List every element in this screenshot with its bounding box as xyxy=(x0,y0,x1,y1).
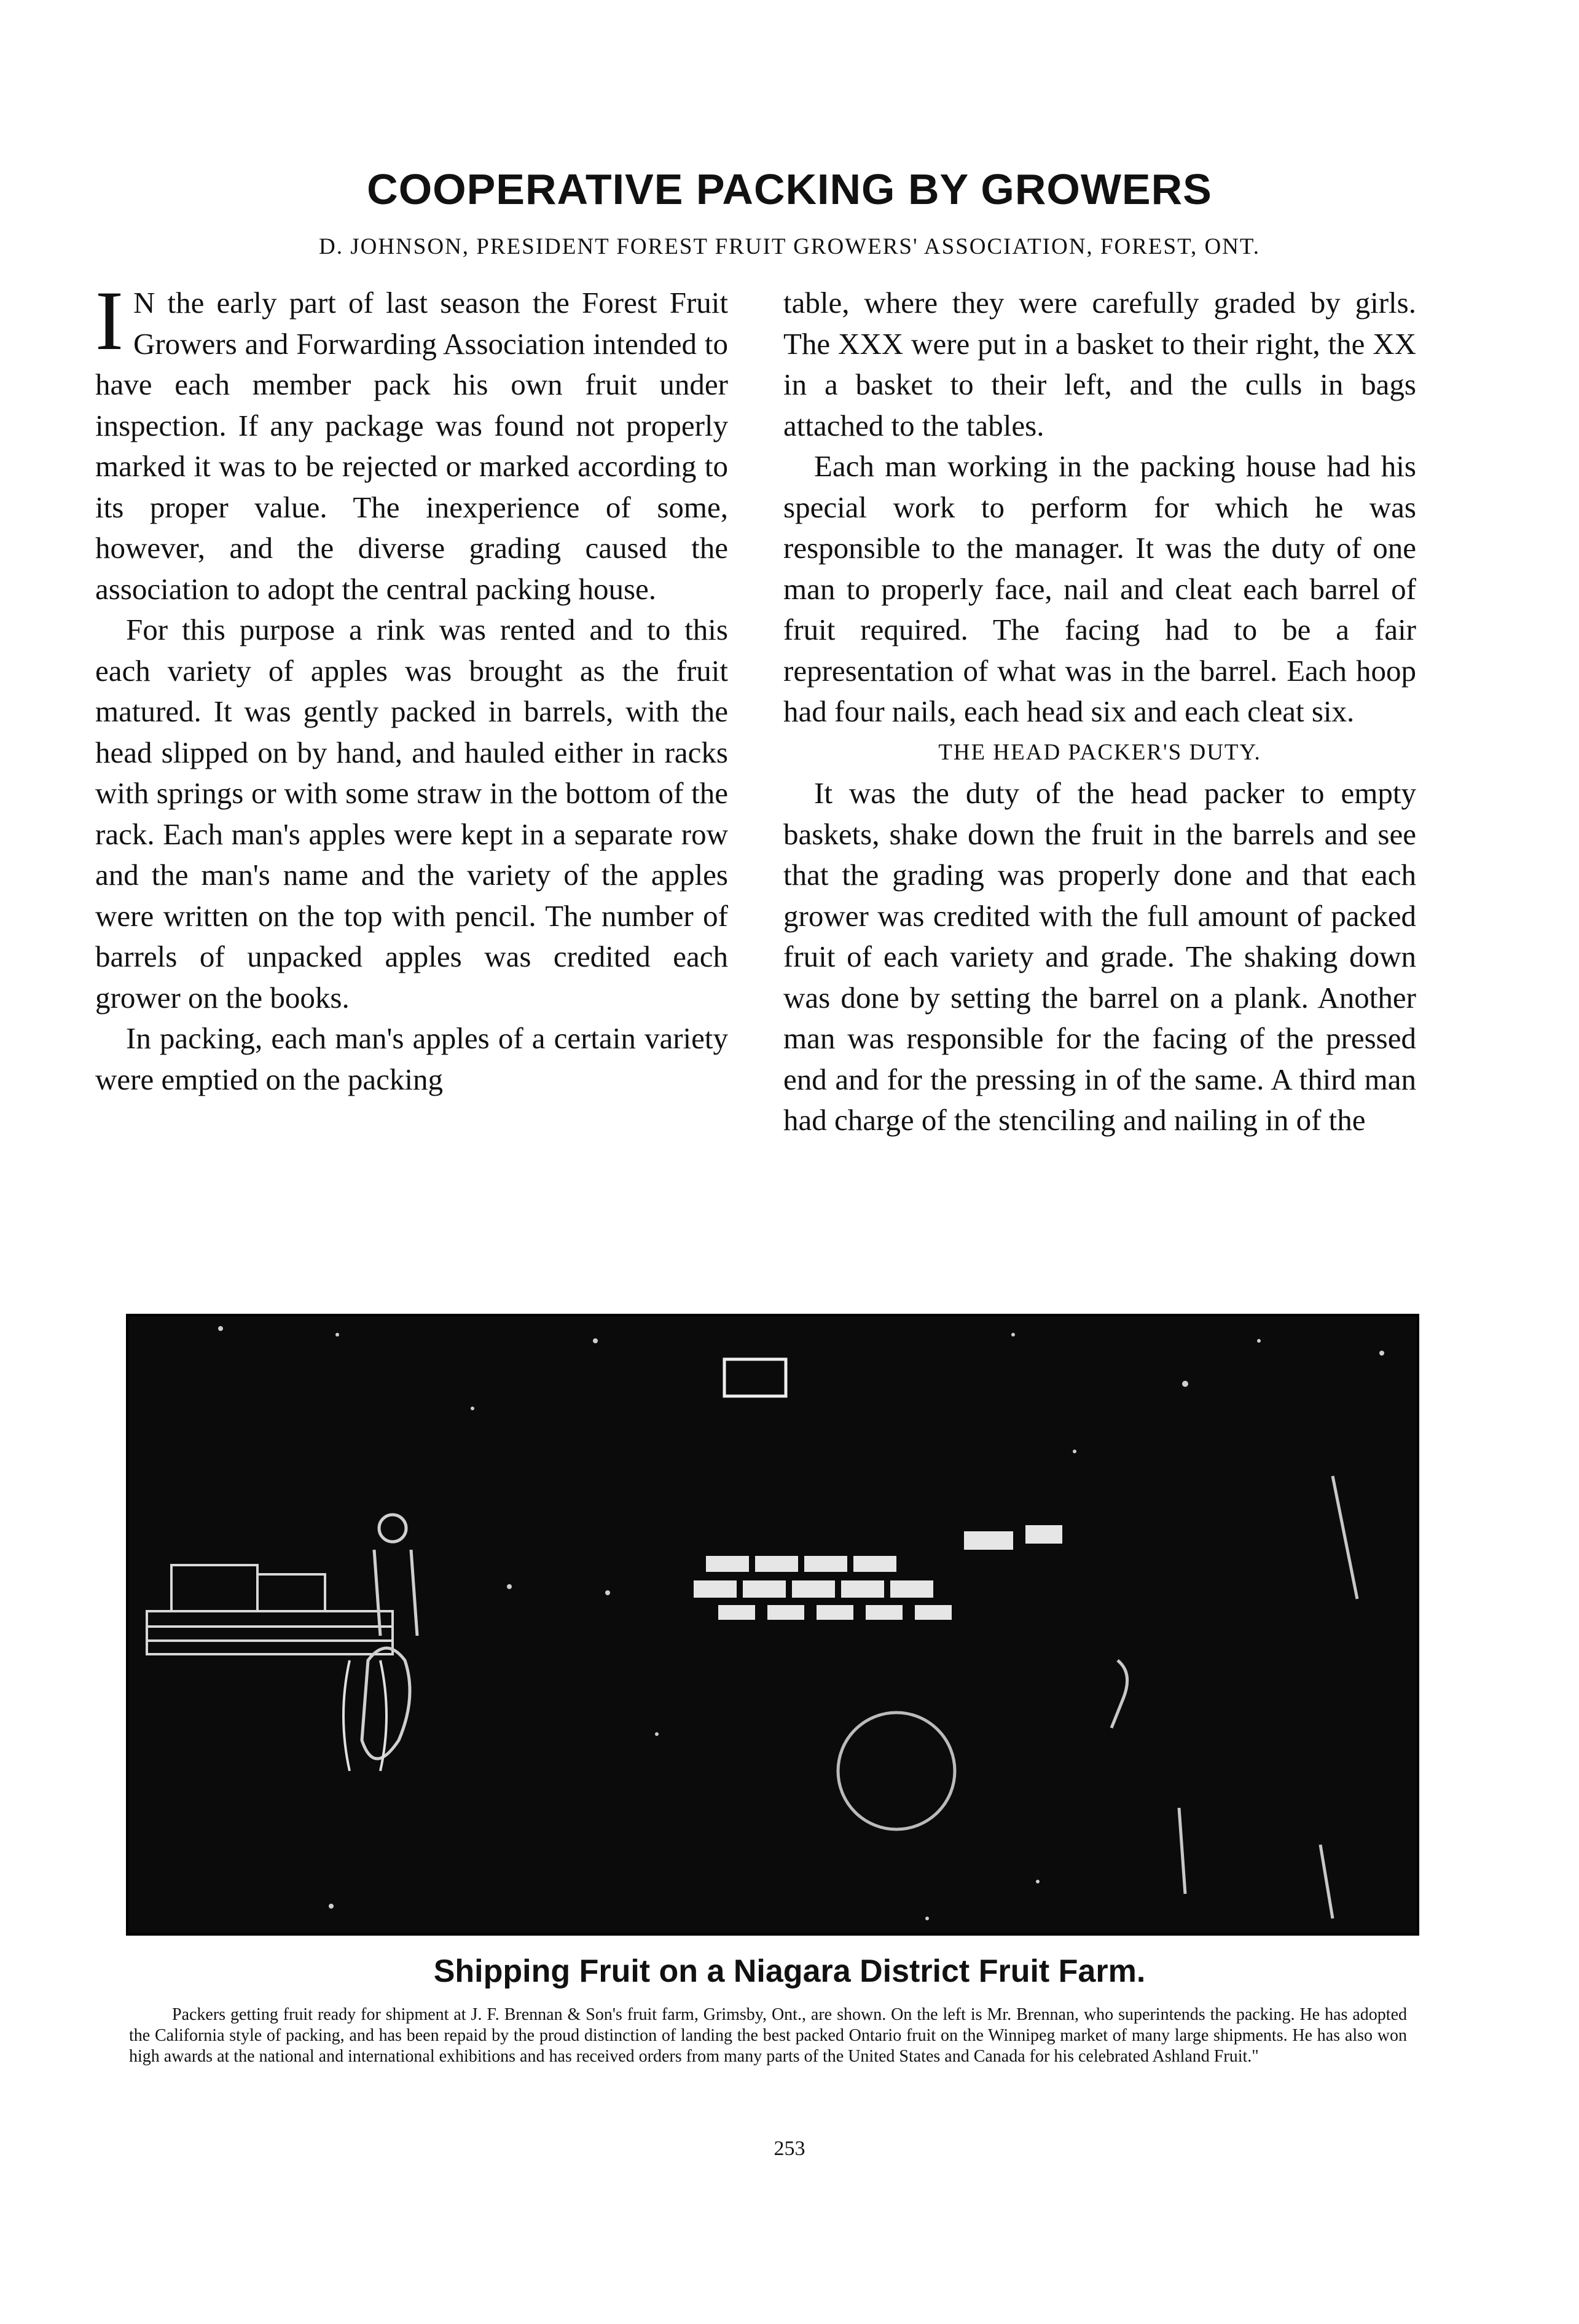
caption-paragraph: Packers getting fruit ready for shipment at J. F. Brennan & Son's fruit farm, Grimsby, Ont., are shown. On the left is Mr. Brennan, who superintends the packing. He has adopted the California style of packing, and has been repaid by the proud distinction of landing the best packed Ontario fruit on the Winnipeg market of many large shipments. He has also won high awards at the national and international exhibitions and has received orders from many parts of the United States and Canada for his celebrated Ashland Fruit." xyxy=(129,2005,1407,2066)
packing-house-photo xyxy=(126,1314,1419,1936)
drop-cap: I xyxy=(95,273,123,367)
article-title: COOPERATIVE PACKING BY GROWERS xyxy=(367,165,1212,213)
left-column xyxy=(95,273,728,1100)
figure-caption-text xyxy=(129,2004,1407,2067)
paragraph: In packing, each man's apples of a certain variety were emptied on the packing xyxy=(95,1021,728,1096)
page-number: 253 xyxy=(774,2137,805,2160)
article-byline: D. JOHNSON, PRESIDENT FOREST FRUIT GROWERS' ASSOCIATION, FOREST, ONT. xyxy=(318,234,1260,259)
paragraph: For this purpose a rink was rented and to this each variety of apples was brought as the fruit matured. It was gently packed in barrels, with the head slipped on by hand, and hauled either in racks with springs or with some straw in the bottom of the rack. Each man's apples were kept in a separate row and the man's name and the variety of the apples were written on the top with pencil. The number of barrels of unpacked apples was credited each grower on the books. xyxy=(95,613,728,1015)
figure-caption-title: Shipping Fruit on a Niagara District Fruit Farm. xyxy=(433,1953,1146,1989)
right-column xyxy=(783,283,1416,1141)
paragraph: I N the early part of last season the Forest Fruit Growers and Forwarding Association intended to have each member pack his own fruit under inspection. If any package was found not properly marked it was to be rejected or marked according to its proper value. The inexperience of some, however, and the diverse grading caused the association to adopt the central packing house. xyxy=(95,273,728,606)
paragraph: It was the duty of the head packer to empty baskets, shake down the fruit in the barrels and see that the grading was properly done and that each grower was credited with the full amount of packed fruit of each variety and grade. The shaking down was done by setting the barrel on a plank. Another man was responsible for the facing of the pressed end and for the pressing in of the same. A third man had charge of the stenciling and nailing in of the xyxy=(783,776,1416,1137)
paragraph: table, where they were carefully graded by girls. The XXX were put in a basket to their right, the XX in a basket to their left, and the culls in bags attached to the tables. xyxy=(783,286,1416,442)
paragraph: Each man working in the packing house had his special work to perform for which he was responsible to the manager. It was the duty of one man to properly face, nail and cleat each barrel of fruit required. The facing had to be a fair representation of what was in the barrel. Each hoop had four nails, each head six and each cleat six. xyxy=(783,449,1416,728)
section-subheading: THE HEAD PACKER'S DUTY. xyxy=(938,739,1261,765)
photo-illustration xyxy=(128,1316,1417,1933)
